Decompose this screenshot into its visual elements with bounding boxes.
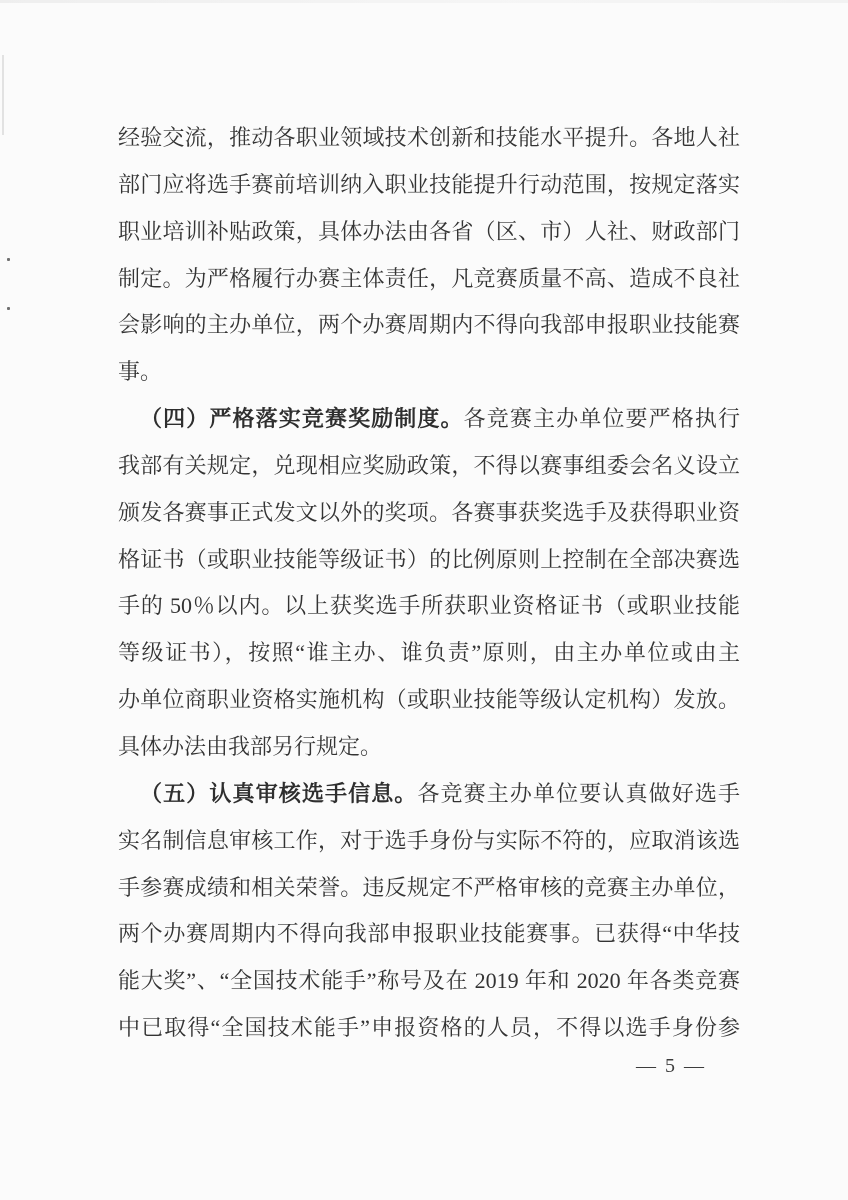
body-text: 实名制信息审核工作，对于选手身份与实际不符的，应取消该选 xyxy=(118,827,740,853)
page-number: — 5 — xyxy=(636,1055,706,1077)
document-line xyxy=(118,630,740,677)
section-heading-text: （五）认真审核选手信息。 xyxy=(140,780,418,806)
scan-edge-artifact xyxy=(2,55,4,135)
document-line xyxy=(118,771,740,818)
scan-speck xyxy=(7,307,10,310)
body-text: 等级证书），按照“谁主办、谁负责”原则，由主办单位或由主 xyxy=(118,640,740,666)
document-line xyxy=(118,302,740,349)
scan-speck xyxy=(7,258,10,261)
document-line xyxy=(118,443,740,490)
document-line xyxy=(118,818,740,865)
body-text: 手的 50％以内。以上获奖选手所获职业资格证书（或职业技能 xyxy=(118,593,740,619)
document-line xyxy=(118,911,740,958)
body-text: 经验交流，推动各职业领域技术创新和技能水平提升。各地人社 xyxy=(118,125,740,150)
section-heading-text: （四）严格落实竞赛奖励制度。 xyxy=(140,406,464,432)
scan-edge-artifact xyxy=(0,0,848,3)
document-body xyxy=(118,115,740,1052)
document-line xyxy=(118,583,740,630)
body-text: 部门应将选手赛前培训纳入职业技能提升行动范围，按规定落实 xyxy=(118,171,740,197)
body-text: 各竞赛主办单位要认真做好选手 xyxy=(417,780,740,806)
document-line xyxy=(118,256,740,303)
body-text: 各竞赛主办单位要严格执行 xyxy=(463,406,740,432)
body-text: 能大奖”、“全国技术能手”称号及在 2019 年和 2020 年各类竞赛 xyxy=(118,968,740,994)
document-line xyxy=(118,349,740,396)
body-text: 颁发各赛事正式发文以外的奖项。各赛事获奖选手及获得职业资 xyxy=(118,499,740,525)
body-text: 中已取得“全国技术能手”申报资格的人员，不得以选手身份参 xyxy=(118,1015,740,1041)
document-line xyxy=(118,1005,740,1052)
document-line xyxy=(118,209,740,256)
document-line xyxy=(118,537,740,584)
body-text: 事。 xyxy=(118,359,163,385)
body-text: 两个办赛周期内不得向我部申报职业技能赛事。已获得“中华技 xyxy=(118,921,740,947)
document-line xyxy=(118,396,740,443)
document-line xyxy=(118,490,740,537)
body-text: 格证书（或职业技能等级证书）的比例原则上控制在全部决赛选 xyxy=(118,546,740,572)
document-line xyxy=(118,865,740,912)
document-line xyxy=(118,162,740,209)
document-line xyxy=(118,958,740,1005)
body-text: 会影响的主办单位，两个办赛周期内不得向我部申报职业技能赛 xyxy=(118,312,740,338)
body-text: 具体办法由我部另行规定。 xyxy=(118,733,383,759)
body-text: 职业培训补贴政策，具体办法由各省（区、市）人社、财政部门 xyxy=(118,218,740,244)
body-text: 手参赛成绩和相关荣誉。违反规定不严格审核的竞赛主办单位， xyxy=(118,874,740,900)
body-text: 制定。为严格履行办赛主体责任，凡竞赛质量不高、造成不良社 xyxy=(118,265,740,291)
body-text: 办单位商职业资格实施机构（或职业技能等级认定机构）发放。 xyxy=(118,687,740,713)
document-line xyxy=(118,724,740,771)
document-line xyxy=(118,677,740,724)
document-line xyxy=(118,115,740,162)
body-text: 我部有关规定，兑现相应奖励政策，不得以赛事组委会名义设立 xyxy=(118,452,740,478)
